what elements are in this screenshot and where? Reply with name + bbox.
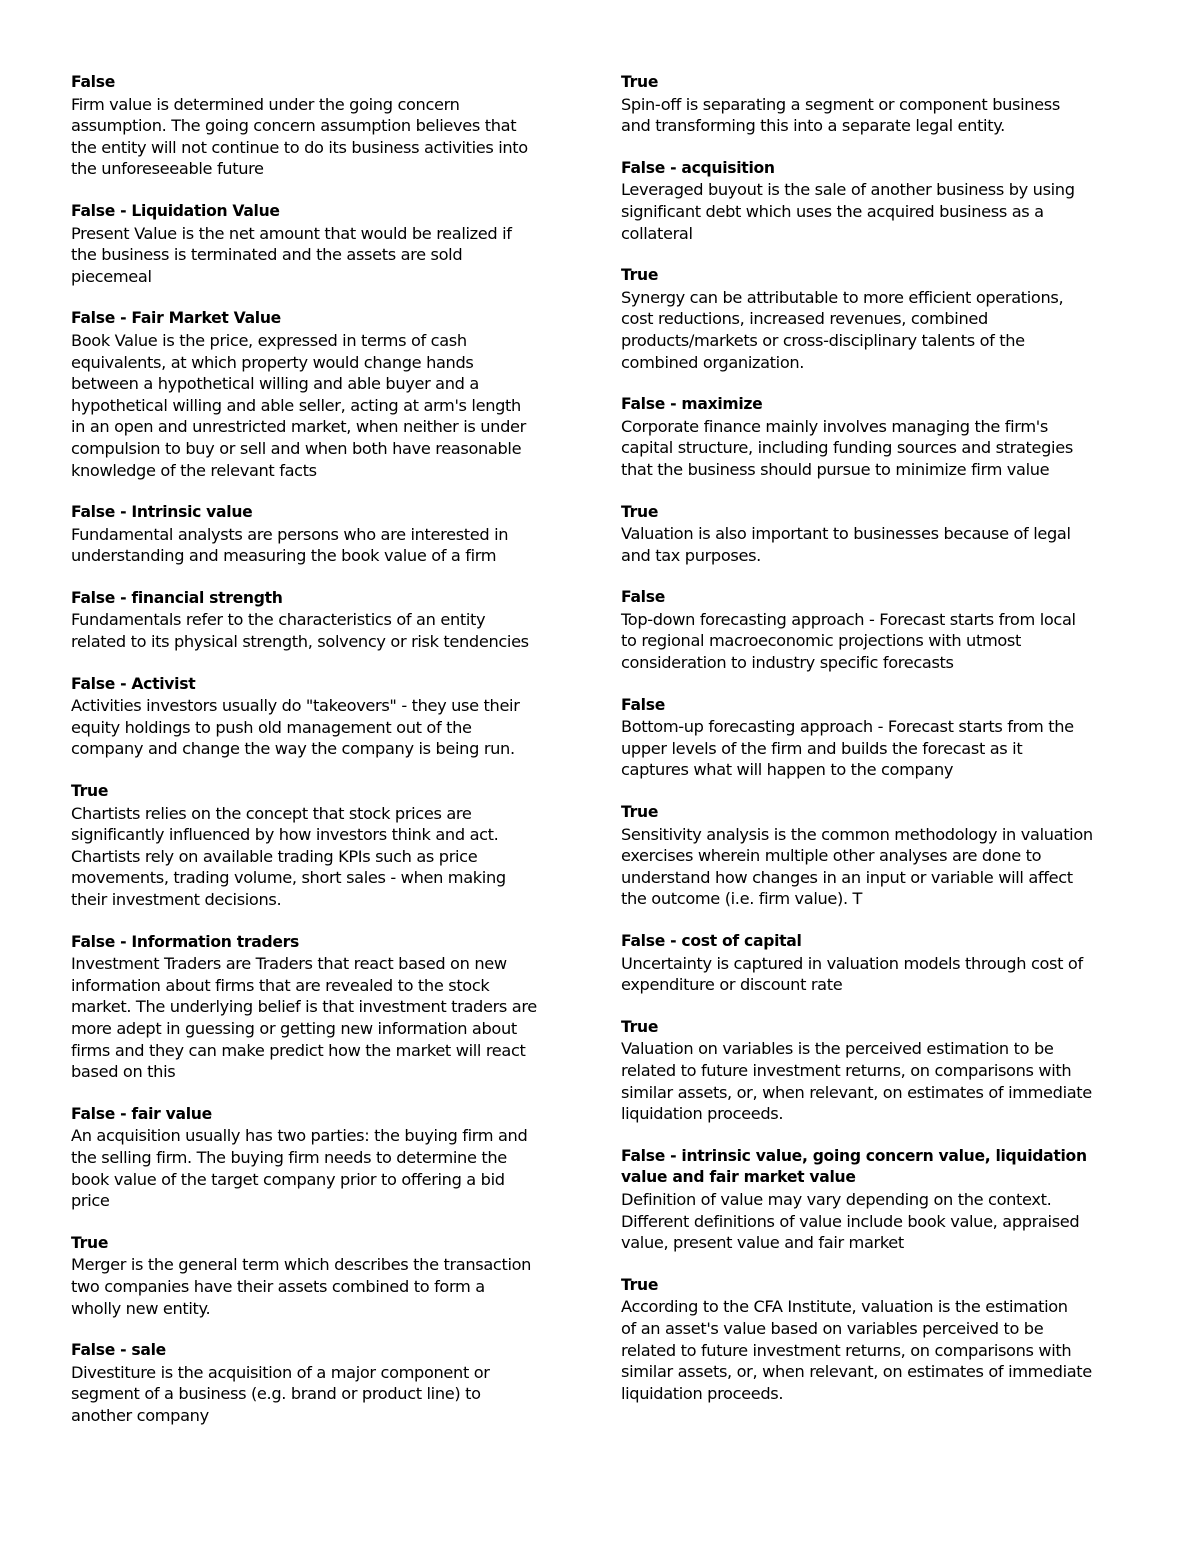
answer-item: [621, 1275, 1136, 1405]
answer-label: True: [621, 73, 659, 91]
answer-item: [621, 502, 1136, 567]
answer-label: False: [71, 73, 115, 91]
answer-item: [621, 1146, 1136, 1254]
answer-label: True: [621, 803, 659, 822]
answer-label: False: [621, 588, 665, 607]
statement-text: Sensitivity analysis is the common methodology in valuation exercises wherein multiple other analyses are done to understand how changes in an input or variable will affect the outcome (i.e. firm value). T: [621, 824, 1093, 909]
answer-label: False - Information traders: [71, 932, 299, 951]
statement-text: Divestiture is the acquisition of a major component or segment of a business (e.g. brand or product line) to another company: [71, 1362, 490, 1425]
answer-label: True: [71, 1233, 109, 1252]
answer-label: False - cost of capital: [621, 932, 802, 950]
answer-item: [621, 1017, 1136, 1125]
answer-label: False - acquisition: [621, 158, 775, 177]
statement-text: Synergy can be attributable to more efficient operations, cost reductions, increased revenues, combined products/markets or cross-disciplinary talents of the combined organization.: [621, 287, 1064, 372]
answer-item: [71, 502, 586, 567]
answer-item: [621, 265, 1136, 373]
answer-item: [71, 201, 586, 287]
answer-label: False - maximize: [621, 395, 763, 414]
statement-text: Merger is the general term which describes the transaction two companies have their assets combined to form a wholly new entity.: [71, 1255, 532, 1318]
answer-label: False - fair value: [71, 1104, 212, 1123]
answer-item: [71, 308, 586, 481]
statement-text: Firm value is determined under the going concern assumption. The going concern assumption believes that the entity will not continue to do its business activities into the unforeseeable future: [71, 94, 528, 179]
statement-text: Definition of value may vary depending on the context. Different definitions of value include book value, appraised value, present value and fair market: [621, 1189, 1080, 1253]
answer-label: False - sale: [71, 1341, 166, 1360]
statement-text: An acquisition usually has two parties: the buying firm and the selling firm. The buying firm needs to determine the book value of the target company prior to offering a bid price: [71, 1126, 528, 1211]
statement-text: Valuation on variables is the perceived estimation to be related to future investment returns, on comparisons with similar assets, or, when relevant, on estimates of immediate liquidation proceeds.: [621, 1039, 1092, 1124]
answer-item: [621, 695, 1136, 781]
answer-item: [71, 1104, 586, 1212]
answer-item: [71, 72, 586, 180]
statement-text: Investment Traders are Traders that react based on new information about firms that are revealed to the stock market. The underlying belief is that investment traders are more adept in guessing or getting new information about firms and they can make predict how the market will react based on this: [71, 954, 537, 1082]
answer-item: [71, 1340, 586, 1426]
statement-text: Leveraged buyout is the sale of another business by using significant debt which uses the acquired business as a collateral: [621, 180, 1075, 243]
answer-label: False - financial strength: [71, 588, 283, 607]
statement-text: Book Value is the price, expressed in terms of cash equivalents, at which property would change hands between a hypothetical willing and able buyer and a hypothetical willing and able seller, acting at arm's length in an open and unrestricted market, when neither is under compulsion to buy or sell and when both have reasonable knowledge of the relevant facts: [71, 330, 526, 480]
right-column: [621, 72, 1136, 1425]
statement-text: Present Value is the net amount that would be realized if the business is terminated and the assets are sold piecemeal: [71, 223, 512, 286]
statement-text: Spin-off is separating a segment or component business and transforming this into a separate legal entity.: [621, 94, 1060, 136]
answer-item: [621, 931, 1136, 996]
answer-label: False - Fair Market Value: [71, 309, 281, 328]
statement-text: Fundamental analysts are persons who are interested in understanding and measuring the book value of a firm: [71, 524, 509, 566]
answer-item: [71, 932, 586, 1083]
answer-item: [71, 674, 586, 760]
statement-text: Chartists relies on the concept that stock prices are significantly influenced by how investors think and act. Chartists rely on available trading KPIs such as price movements, trading volume, short sales - when making their investment decisions.: [71, 803, 506, 909]
answer-item: [71, 781, 586, 911]
answer-label: True: [621, 502, 659, 521]
statement-text: Bottom-up forecasting approach - Forecast starts from the upper levels of the firm and builds the forecast as it captures what will happen to the company: [621, 717, 1074, 780]
statement-text: Fundamentals refer to the characteristics of an entity related to its physical strength, solvency or risk tendencies: [71, 610, 529, 652]
statement-text: Top-down forecasting approach - Forecast starts from local to regional macroeconomic projections with utmost consideration to industry specific forecasts: [621, 609, 1076, 673]
answer-label: True: [71, 782, 109, 801]
answer-label: True: [621, 1275, 659, 1294]
answer-label: False - Liquidation Value: [71, 201, 280, 220]
answer-label: False - intrinsic value, going concern value, liquidation value and fair market value: [621, 1146, 1087, 1187]
answer-label: False - Activist: [71, 674, 196, 693]
answer-item: [71, 1233, 586, 1319]
answer-label: True: [621, 266, 659, 285]
statement-text: Valuation is also important to businesses because of legal and tax purposes.: [621, 524, 1071, 565]
left-column: [71, 72, 586, 1447]
answer-item: [621, 394, 1136, 480]
answer-label: True: [621, 1017, 659, 1036]
answer-label: False - Intrinsic value: [71, 503, 253, 522]
statement-text: According to the CFA Institute, valuation is the estimation of an asset's value based on variables perceived to be related to future investment returns, on comparisons with similar assets, or, when relevant, on estimates of immediate liquidation proceeds.: [621, 1297, 1092, 1403]
answer-item: [621, 587, 1136, 673]
statement-text: Uncertainty is captured in valuation models through cost of expenditure or discount rate: [621, 953, 1083, 995]
statement-text: Corporate finance mainly involves managing the firm's capital structure, including funding sources and strategies that the business should pursue to minimize firm value: [621, 416, 1073, 479]
answer-item: [621, 158, 1136, 244]
statement-text: Activities investors usually do "takeovers" - they use their equity holdings to push old management out of the company and change the way the company is being run.: [71, 696, 520, 759]
answer-item: [71, 588, 586, 653]
answer-label: False: [621, 695, 665, 714]
answer-item: [621, 72, 1136, 137]
answer-item: [621, 802, 1136, 910]
